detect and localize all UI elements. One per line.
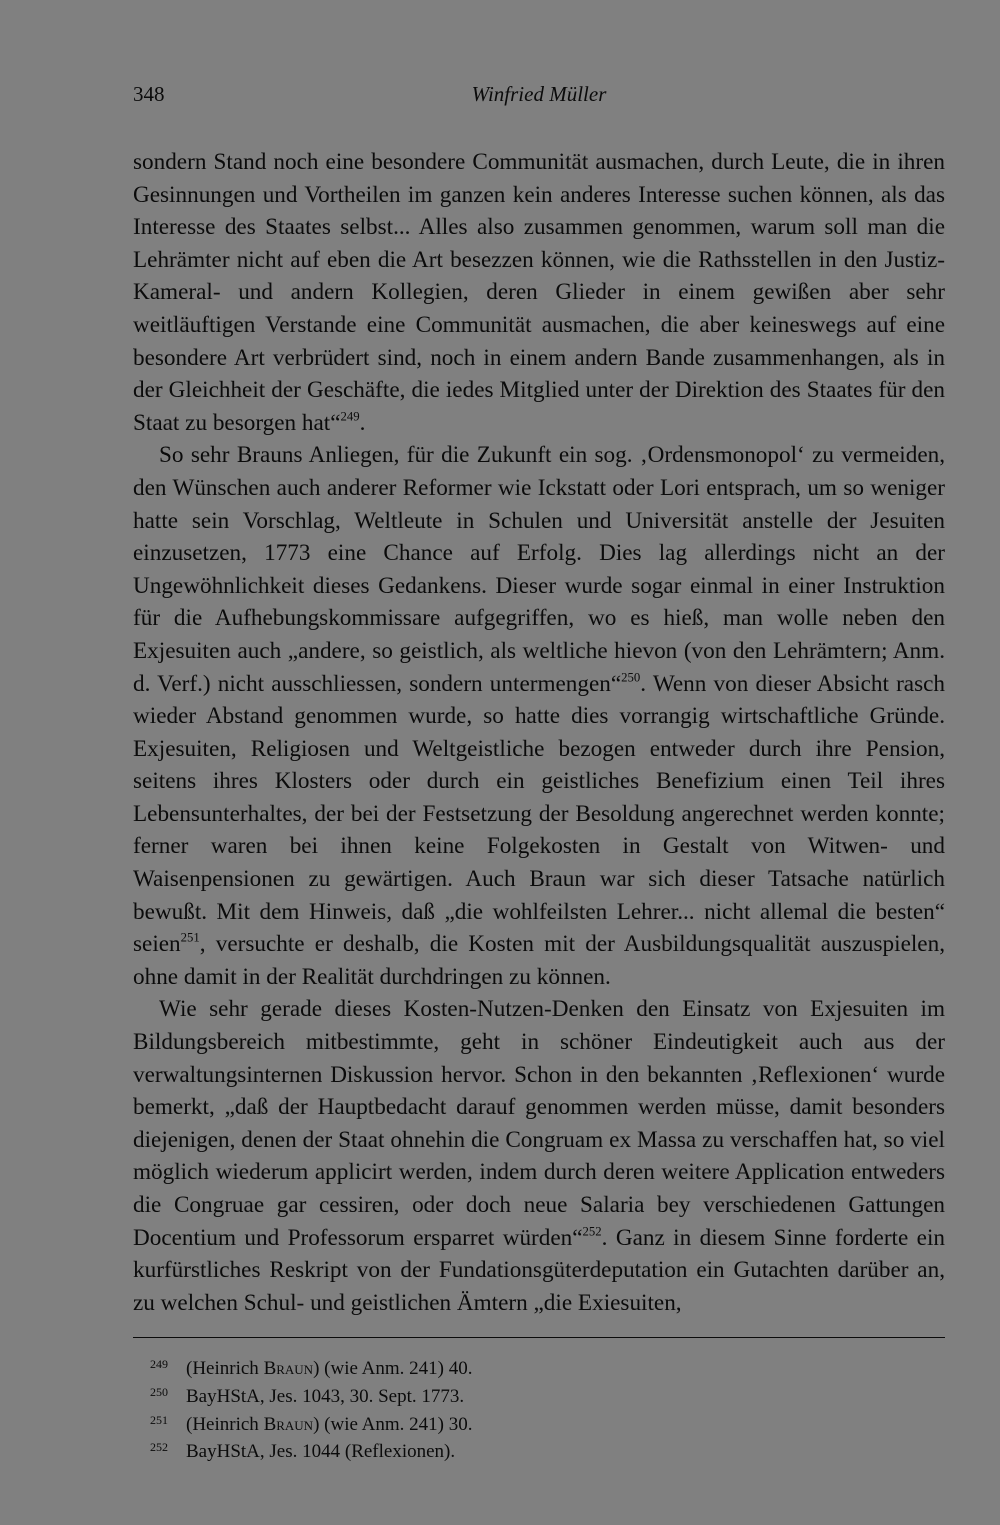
footnote-ref-250: 250 <box>621 669 641 684</box>
footnotes <box>150 1353 930 1464</box>
paragraph-cost-benefit <box>133 993 945 1319</box>
footnote-number: 252 <box>150 1440 168 1455</box>
author-name: Braun <box>263 1358 314 1379</box>
footnote-text: ) (wie Anm. 241) 30. <box>313 1413 473 1435</box>
paragraph-continuation <box>133 146 945 439</box>
author-name: Braun <box>263 1413 314 1435</box>
paragraph-braun-reform <box>133 439 945 993</box>
paragraph-text: , versuchte er deshalb, die Kosten mit der Ausbildungsqualität auszuspielen, ohne damit in der Realität durchdringen zu können. <box>133 931 945 990</box>
footnote-250 <box>150 1381 930 1409</box>
footnote-number: 250 <box>150 1384 168 1399</box>
footnote-text: ) (wie Anm. 241) 40. <box>313 1358 473 1379</box>
footnote-number: 249 <box>150 1357 168 1371</box>
footnote-divider <box>133 1337 945 1338</box>
paragraph-text: So sehr Brauns Anliegen, für die Zukunft ein sog. ‚Ordensmonopol‘ zu vermeiden, den Wünschen auch anderer Reformer wie Ickstatt oder Lori entsprach, um so weniger hatte sein Vorschlag, Weltleute in Schulen und Universität anstelle der Jesuiten einzusetzen, 1773 eine Chance auf Erfolg. Dies lag allerdings nicht an der Ungewöhnlichkeit dieses Gedankens. Dieser wurde sogar einmal in einer Instruktion für die Aufhebungskommissare aufgegriffen, wo es hieß, man wolle neben den Exjesuiten auch „andere, so geistlich, als weltliche hievon (von den Lehrämtern; Anm. d. Verf.) nicht ausschliessen, sondern untermengen“ <box>133 442 945 697</box>
footnote-251 <box>150 1409 930 1437</box>
footnote-ref-249: 249 <box>340 409 360 424</box>
body-text <box>133 146 945 1319</box>
paragraph-text: sondern Stand noch eine besondere Communität ausmachen, durch Leute, die in ihren Gesinnungen und Vortheilen im ganzen kein anderes Interesse suchen können, als das Interesse des Staates selbst... Alles also zusammen genommen, warum soll man die Lehrämter nicht auf eben die Art besezzen können, wie die Rathsstellen in den Justiz- Kameral- und andern Kollegien, deren Glieder in einem gewißen aber sehr weitläuftigen Verstande eine Communität ausmachen, die aber keineswegs auf eine besondere Art verbrüdert sind, noch in einem andern Bande zusammenhangen, als in der Gleichheit der Geschäfte, die iedes Mitglied unter der Direktion des Staates für den Staat zu besorgen hat“ <box>133 149 945 436</box>
page-number: 348 <box>133 82 165 106</box>
footnote-number: 251 <box>150 1412 168 1427</box>
footnote-ref-251: 251 <box>180 930 200 945</box>
paragraph-text: . <box>359 409 366 436</box>
paragraph-text: . Wenn von dieser Absicht rasch wieder Abstand genommen wurde, so hatte dies vorrangig wirtschaftliche Gründe. Exjesuiten, Religiosen und Weltgeistliche bezogen entweder durch ihre Pension, seitens ihres Klosters oder durch ein geistliches Benefizium einen Teil ihres Lebensunterhaltes, der bei der Festsetzung der Besoldung angerechnet werden konnte; ferner waren bei ihnen keine Folgekosten in Gestalt von Witwen- und Waisenpensionen zu gewärtigen. Auch Braun war sich dieser Tatsache natürlich bewußt. Mit dem Hinweis, daß „die wohlfeilsten Lehrer... nicht allemal die besten“ seien <box>133 670 946 958</box>
footnote-ref-252: 252 <box>582 1224 602 1239</box>
paragraph-text: . Ganz in diesem Sinne forderte ein kurfürstliches Reskript von der Fundationsgüterdeputation ein Gutachten darüber an, zu welchen Schul- und geistlichen Ämtern „die Exiesuiten, <box>133 1224 945 1316</box>
running-head: Winfried Müller <box>471 82 607 106</box>
footnote-text: (Heinrich <box>186 1413 264 1435</box>
footnote-252 <box>150 1436 930 1464</box>
paragraph-text: Wie sehr gerade dieses Kosten-Nutzen-Denken den Einsatz von Exjesuiten im Bildungsbereich mitbestimmte, geht in schöner Eindeutigkeit auch aus der verwaltungsinternen Diskussion hervor. Schon in den bekannten ‚Reflexionen‘ wurde bemerkt, „daß der Hauptbedacht darauf genommen werden müsse, damit besonders diejenigen, denen der Staat ohnehin die Congruam ex Massa zu verschaffen hat, so viel möglich wiederum applicirt werden, indem durch deren weitere Application entweders die Congruae gar cessiren, oder doch neue Salaria bey verschiedenen Gattungen Docentium und Professorum ersparret würden“ <box>133 996 945 1251</box>
footnote-249 <box>150 1353 930 1381</box>
footnote-text: BayHStA, Jes. 1044 (Reflexionen). <box>186 1441 456 1463</box>
page-header <box>133 82 945 118</box>
footnote-text: BayHStA, Jes. 1043, 30. Sept. 1773. <box>186 1385 465 1407</box>
footnote-text: (Heinrich <box>186 1358 264 1379</box>
